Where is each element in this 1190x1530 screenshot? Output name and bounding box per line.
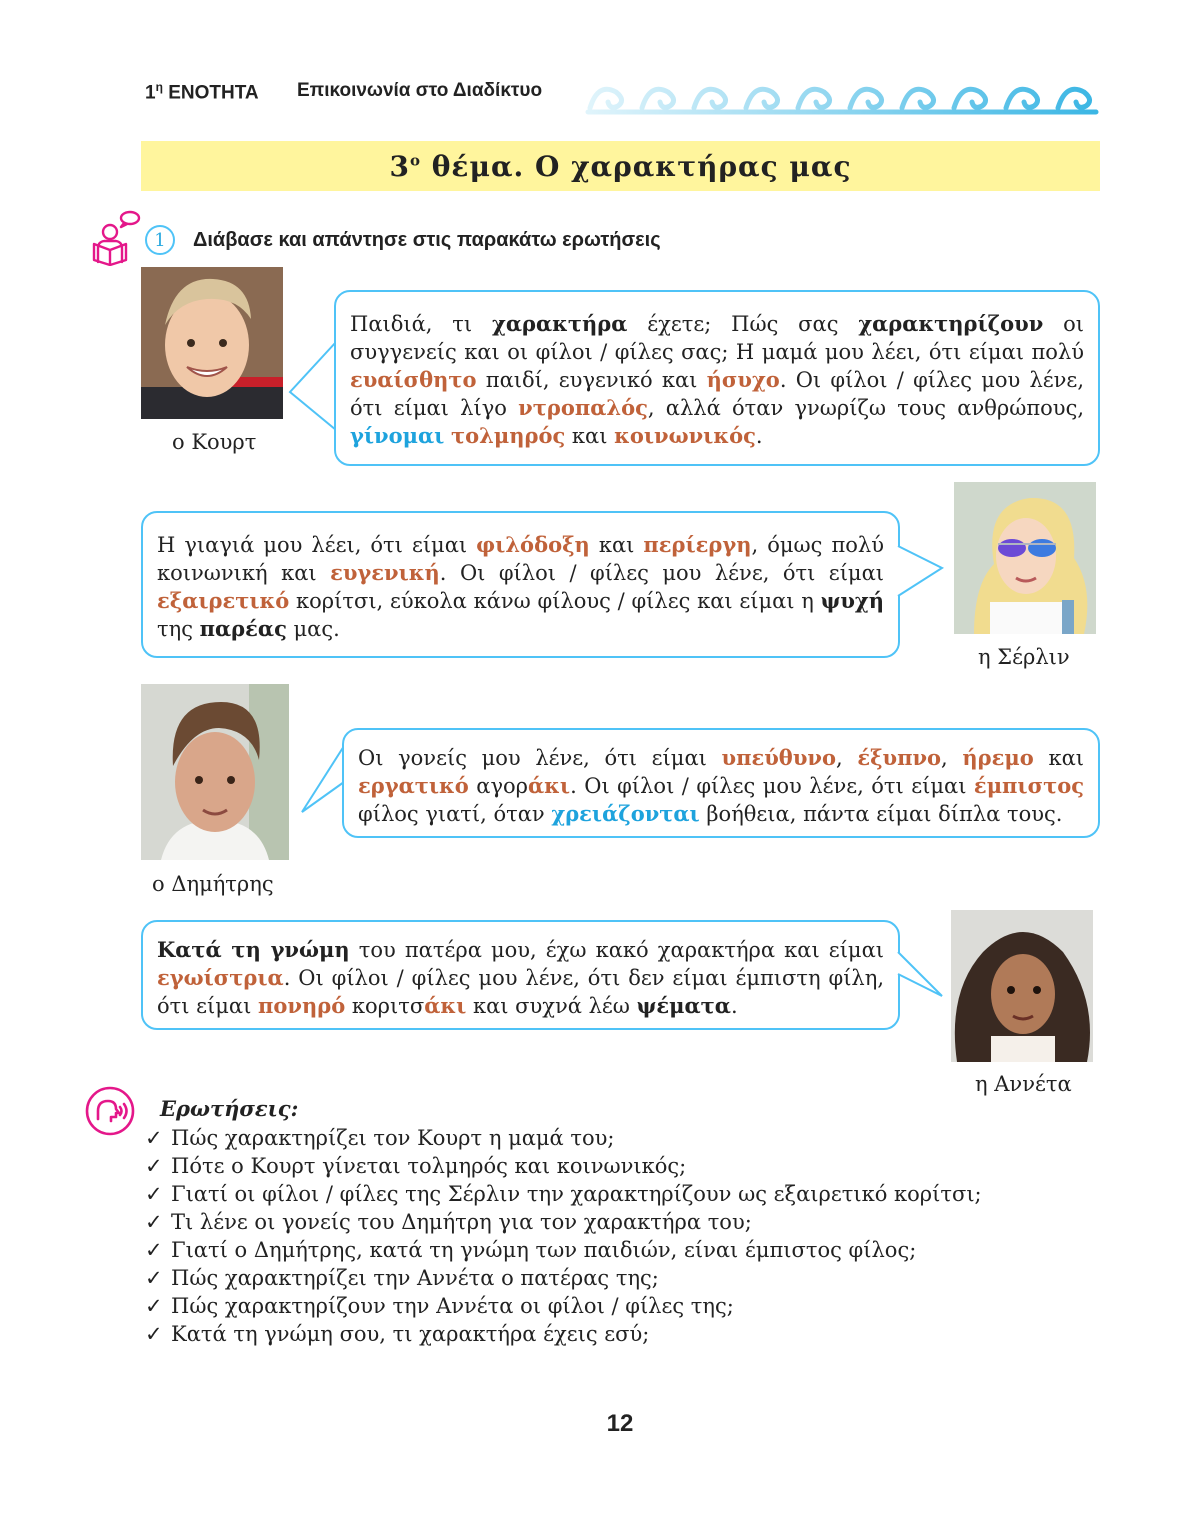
emphasized-word: άκι: [424, 993, 467, 1018]
text-segment: ,: [941, 746, 963, 770]
text-segment: και: [565, 424, 615, 448]
emphasized-word: εγωίστρια: [157, 965, 284, 990]
text-segment: .: [730, 994, 738, 1018]
emphasized-word: εξαιρετικό: [157, 588, 290, 613]
emphasized-word: ήρεμο: [962, 745, 1034, 770]
wave-decoration: [582, 76, 1102, 116]
emphasized-word: ψέματα: [636, 993, 731, 1018]
text-segment: φίλος γιατί, όταν: [358, 802, 552, 826]
emphasized-word: χρειάζονται: [551, 801, 700, 826]
emphasized-word: τολμηρός: [450, 423, 566, 448]
bubble-text-kurt: [350, 310, 1084, 450]
emphasized-word: φιλόδοξη: [476, 532, 590, 557]
emphasized-word: άκι: [528, 773, 571, 798]
photo-kurt: [141, 267, 283, 419]
caption-anneta: η Αννέτα: [975, 1072, 1072, 1096]
bubble-text-dimitris: [358, 744, 1084, 828]
text-segment: ,: [835, 746, 858, 770]
emphasized-word: γίνομαι: [350, 423, 445, 448]
text-segment: παιδί, ευγενικό και: [476, 368, 707, 392]
emphasized-word: χαρακτηρίζουν: [858, 311, 1044, 336]
bubble-tail-dimitris: [298, 744, 348, 824]
exercise-instruction: Διάβασε και απάντησε στις παρακάτω ερωτήσεις: [193, 229, 661, 251]
checkmark-icon: ✓: [145, 1266, 163, 1290]
emphasized-word: έμπιστος: [973, 773, 1084, 798]
text-segment: .: [755, 424, 763, 448]
speech-bubble-serlin: [141, 511, 900, 658]
emphasized-word: υπεύθυνο: [721, 745, 836, 770]
text-segment: και: [589, 533, 644, 557]
reading-icon: [86, 210, 142, 266]
text-segment: έχετε; Πώς σας: [627, 312, 859, 336]
checkmark-icon: ✓: [145, 1126, 163, 1150]
text-segment: της: [157, 617, 200, 641]
text-segment: Παιδιά, τι: [350, 312, 493, 336]
questions-heading: Ερωτήσεις:: [160, 1096, 299, 1121]
speech-bubble-kurt: [334, 290, 1100, 466]
text-segment: και συχνά λέω: [466, 994, 637, 1018]
checkmark-icon: ✓: [145, 1322, 163, 1346]
photo-dimitris: [141, 684, 289, 860]
text-segment: και: [1033, 746, 1084, 770]
text-segment: Η γιαγιά μου λέει, ότι είμαι: [157, 533, 477, 557]
question-text: Πώς χαρακτηρίζει τον Κουρτ η μαμά του;: [171, 1126, 615, 1150]
emphasized-word: έξυπνο: [857, 745, 942, 770]
question-text: Πότε ο Κουρτ γίνεται τολμηρός και κοινωνικός;: [171, 1154, 687, 1178]
speech-bubble-anneta: [141, 920, 900, 1030]
text-segment: του πατέρα μου, έχω κακό χαρακτήρα και είμαι: [349, 938, 884, 962]
exercise-number: 1: [145, 225, 175, 255]
text-segment: . Οι φίλοι / φίλες μου λένε, ότι είμαι λίγο: [350, 368, 1084, 420]
question-item: [145, 1292, 982, 1320]
text-segment: μας.: [286, 617, 340, 641]
emphasized-word: ψυχή: [820, 588, 884, 613]
emphasized-word: πονηρό: [258, 993, 346, 1018]
checkmark-icon: ✓: [145, 1238, 163, 1262]
emphasized-word: ευγενική: [330, 560, 440, 585]
unit-title: Επικοινωνία στο Διαδίκτυο: [297, 80, 543, 101]
text-segment: κοριτσ: [345, 994, 425, 1018]
topic-title: $3^o$ θέμα. Ο χαρακτήρας μας: [389, 149, 852, 183]
text-segment: αγορ: [468, 774, 529, 798]
text-segment: , αλλά όταν γνωρίζω τους ανθρώπους,: [647, 396, 1085, 420]
text-segment: [444, 424, 451, 448]
checkmark-icon: ✓: [145, 1182, 163, 1206]
question-text: Κατά τη γνώμη σου, τι χαρακτήρα έχεις εσύ;: [171, 1322, 650, 1346]
text-segment: . Οι φίλοι / φίλες μου λένε, ότι δεν είμαι έμπιστη φίλη, ότι είμαι: [157, 966, 884, 1018]
photo-anneta: [951, 910, 1093, 1062]
bubble-text-anneta: [157, 936, 884, 1020]
text-segment: κορίτσι, εύκολα κάνω φίλους / φίλες και είμαι η: [289, 589, 821, 613]
page-number: 12: [606, 1410, 634, 1437]
caption-kurt: ο Κουρτ: [172, 430, 257, 454]
checkmark-icon: ✓: [145, 1154, 163, 1178]
checkmark-icon: ✓: [145, 1210, 163, 1234]
speaking-icon: [84, 1085, 136, 1137]
text-segment: . Οι φίλοι / φίλες μου λένε, ότι είμαι: [439, 561, 884, 585]
question-text: Τι λένε οι γονείς του Δημήτρη για τον χαρακτήρα του;: [171, 1210, 752, 1234]
checkmark-icon: ✓: [145, 1294, 163, 1318]
text-segment: . Οι φίλοι / φίλες μου λένε, ότι είμαι: [570, 774, 974, 798]
speech-bubble-dimitris: [342, 728, 1100, 838]
emphasized-word: κοινωνικός: [614, 423, 756, 448]
question-item: [145, 1208, 982, 1236]
caption-dimitris: ο Δημήτρης: [152, 872, 274, 896]
question-text: Γιατί ο Δημήτρης, κατά τη γνώμη των παιδιών, είναι έμπιστος φίλος;: [171, 1238, 917, 1262]
text-segment: Οι γονείς μου λένε, ότι είμαι: [358, 746, 722, 770]
question-text: Πώς χαρακτηρίζει την Αννέτα ο πατέρας της;: [171, 1266, 659, 1290]
question-item: [145, 1152, 982, 1180]
bubble-tail-serlin: [896, 540, 948, 640]
emphasized-word: ήσυχο: [706, 367, 780, 392]
bubble-text-serlin: [157, 531, 884, 643]
question-item: [145, 1124, 982, 1152]
question-item: [145, 1264, 982, 1292]
question-item: [145, 1320, 982, 1348]
emphasized-word: ντροπαλός: [518, 395, 648, 420]
emphasized-word: εργατικό: [358, 773, 469, 798]
question-item: [145, 1180, 982, 1208]
emphasized-word: παρέας: [199, 616, 287, 641]
question-item: [145, 1236, 982, 1264]
topic-title-band: [141, 141, 1100, 191]
emphasized-word: ευαίσθητο: [350, 367, 477, 392]
question-text: Πώς χαρακτηρίζουν την Αννέτα οι φίλοι / φίλες της;: [171, 1294, 734, 1318]
emphasized-word: περίεργη: [643, 532, 752, 557]
unit-label: $1^\eta$ ΕΝΟΤΗΤΑ: [145, 80, 259, 104]
questions-list: [145, 1124, 982, 1348]
emphasized-word: χαρακτήρα: [492, 311, 628, 336]
photo-serlin: [954, 482, 1096, 634]
bubble-tail-anneta: [896, 930, 948, 1020]
text-segment: βοήθεια, πάντα είμαι δίπλα τους.: [699, 802, 1063, 826]
text-segment: , όμως πολύ κοινωνική και: [157, 533, 884, 585]
caption-serlin: η Σέρλιν: [978, 645, 1070, 669]
text-segment: οι συγγενείς και οι φίλοι / φίλες σας; Η μαμά μου λέει, ότι είμαι πολύ: [350, 312, 1084, 364]
question-text: Γιατί οι φίλοι / φίλες της Σέρλιν την χαρακτηρίζουν ως εξαιρετικό κορίτσι;: [171, 1182, 982, 1206]
emphasized-word: Κατά τη γνώμη: [157, 937, 350, 962]
